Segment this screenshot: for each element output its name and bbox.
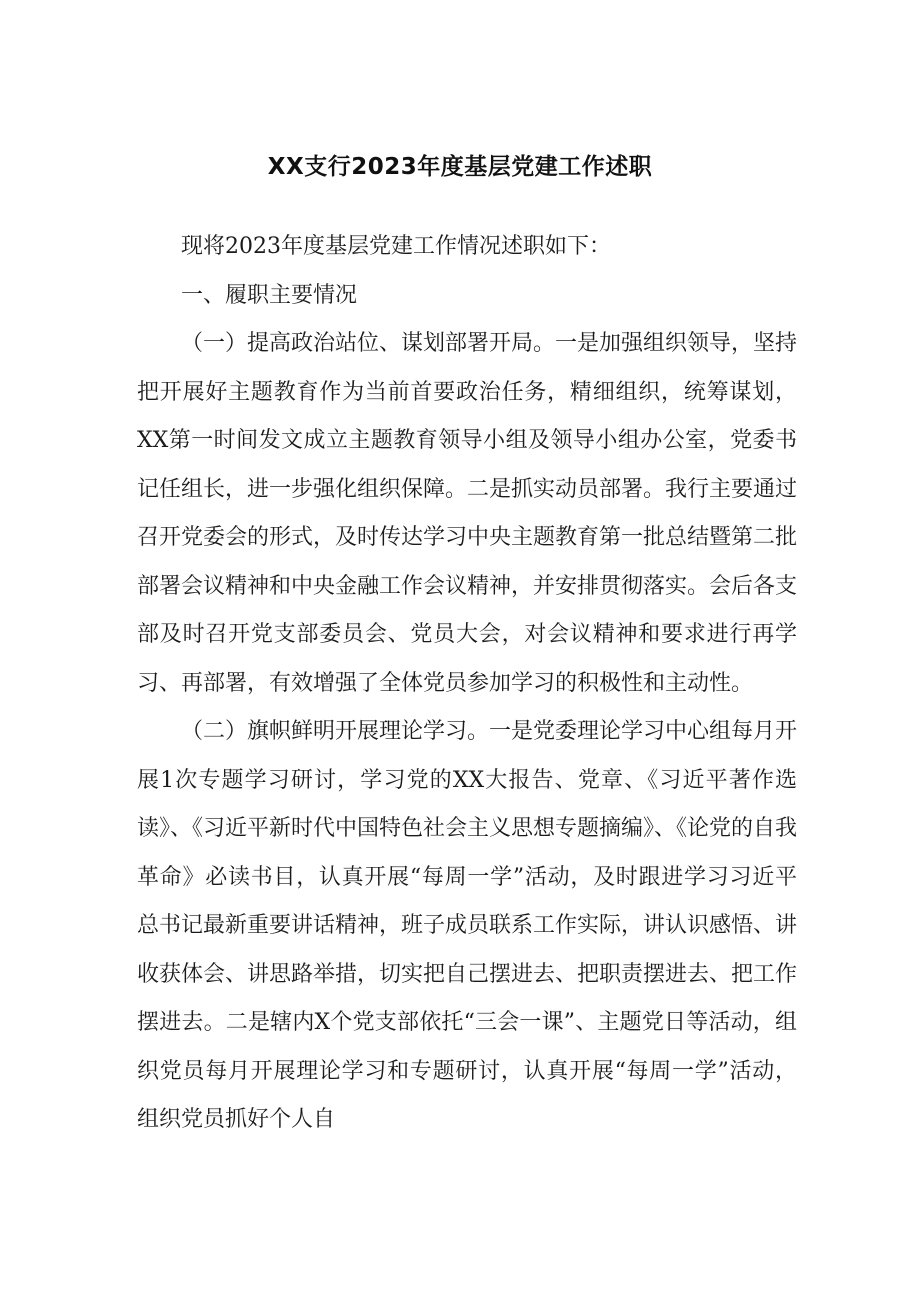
section-heading: 一、履职主要情况 bbox=[181, 282, 358, 308]
body-paragraph: （二）旗帜鲜明开展理论学习。一是党委理论学习中心组每月开展1次专题学习研讨，学习党的XX大报告、党章、《习近平著作选读》、《习近平新时代中国特色社会主义思想专题摘编》、《论党的自我革命》必读书目，认真开展“每周一学”活动，及时跟进学习习近平总书记最新重要讲话精神，班子成员联系工作实际，讲认识感悟、讲收获体会、讲思路举措，切实把自己摆进去、把职责摆进去、把工作摆进去。二是辖内X个党支部依托“三会一课”、主题党日等活动，组织党员每月开展理论学习和专题研讨，认真开展“每周一学”活动，组织党员抓好个人自 bbox=[137, 719, 798, 1132]
intro-paragraph: 现将2023年度基层党建工作情况述职如下： bbox=[181, 234, 611, 259]
document-title: XX支行2023年度基层党建工作述职 bbox=[267, 154, 653, 180]
body-paragraph: （一）提高政治站位、谋划部署开局。一是加强组织领导，坚持把开展好主题教育作为当前首要政治任务，精细组织，统筹谋划，XX第一时间发文成立主题教育领导小组及领导小组办公室，党委书记任组长，进一步强化组织保障。二是抓实动员部署。我行主要通过召开党委会的形式，及时传达学习中央主题教育第一批总结暨第二批部署会议精神和中央金融工作会议精神，并安排贯彻落实。会后各支部及时召开党支部委员会、党员大会，对会议精神和要求进行再学习、再部署，有效增强了全体党员参加学习的积极性和主动性。 bbox=[137, 331, 798, 696]
document-body bbox=[137, 223, 797, 1145]
